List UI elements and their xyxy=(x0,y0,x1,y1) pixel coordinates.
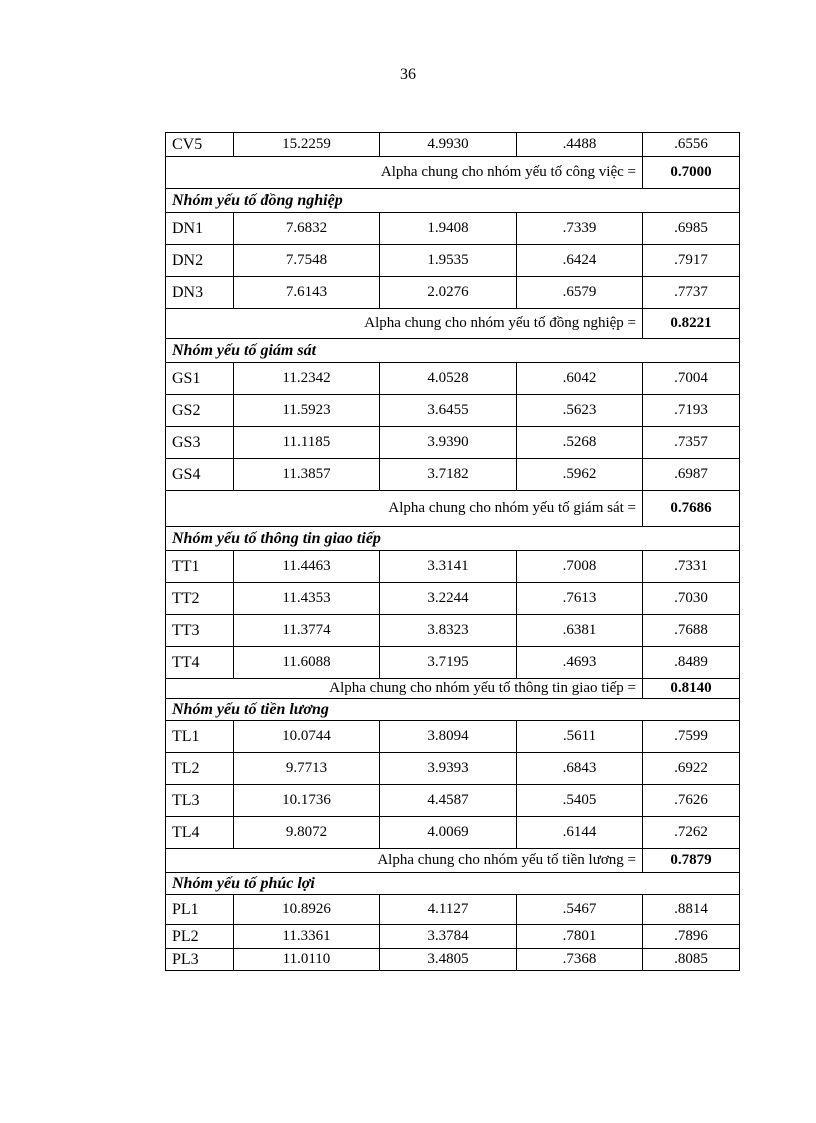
table-row xyxy=(166,753,740,785)
alpha-value: 0.7000 xyxy=(643,157,740,189)
value-cell: 4.0528 xyxy=(380,363,517,395)
value-cell: .7357 xyxy=(643,427,740,459)
value-cell: .8814 xyxy=(643,895,740,925)
group-title: Nhóm yếu tố phúc lợi xyxy=(166,873,740,895)
table-row xyxy=(166,721,740,753)
value-cell: .7339 xyxy=(517,213,643,245)
value-cell: 4.0069 xyxy=(380,817,517,849)
alpha-row xyxy=(166,491,740,527)
value-cell: 1.9408 xyxy=(380,213,517,245)
alpha-row xyxy=(166,157,740,189)
alpha-label: Alpha chung cho nhóm yếu tố tiền lương = xyxy=(166,849,643,873)
value-cell: .5405 xyxy=(517,785,643,817)
table-row xyxy=(166,647,740,679)
value-cell: 3.3141 xyxy=(380,551,517,583)
group-header-row xyxy=(166,527,740,551)
value-cell: 11.0110 xyxy=(234,949,380,971)
value-cell: .4693 xyxy=(517,647,643,679)
reliability-table xyxy=(165,132,740,971)
value-cell: .7030 xyxy=(643,583,740,615)
value-cell: 11.1185 xyxy=(234,427,380,459)
alpha-value: 0.8221 xyxy=(643,309,740,339)
value-cell: 7.7548 xyxy=(234,245,380,277)
value-cell: 11.3361 xyxy=(234,925,380,949)
group-title: Nhóm yếu tố tiền lương xyxy=(166,699,740,721)
table-row xyxy=(166,551,740,583)
table-row xyxy=(166,615,740,647)
item-id-cell: TT4 xyxy=(166,647,234,679)
alpha-label: Alpha chung cho nhóm yếu tố thông tin giao tiếp = xyxy=(166,679,643,699)
value-cell: 7.6832 xyxy=(234,213,380,245)
value-cell: 3.4805 xyxy=(380,949,517,971)
alpha-label: Alpha chung cho nhóm yếu tố công việc = xyxy=(166,157,643,189)
value-cell: 2.0276 xyxy=(380,277,517,309)
value-cell: 11.3774 xyxy=(234,615,380,647)
value-cell: .7626 xyxy=(643,785,740,817)
value-cell: .6843 xyxy=(517,753,643,785)
item-id-cell: PL1 xyxy=(166,895,234,925)
value-cell: .7896 xyxy=(643,925,740,949)
value-cell: .6424 xyxy=(517,245,643,277)
value-cell: .6144 xyxy=(517,817,643,849)
table-row xyxy=(166,925,740,949)
table-row xyxy=(166,363,740,395)
value-cell: .7801 xyxy=(517,925,643,949)
table-row xyxy=(166,817,740,849)
alpha-value: 0.7879 xyxy=(643,849,740,873)
value-cell: 3.9390 xyxy=(380,427,517,459)
value-cell: 11.2342 xyxy=(234,363,380,395)
value-cell: .8085 xyxy=(643,949,740,971)
table-row xyxy=(166,277,740,309)
value-cell: 4.4587 xyxy=(380,785,517,817)
alpha-row xyxy=(166,679,740,699)
value-cell: .6556 xyxy=(643,133,740,157)
group-header-row xyxy=(166,873,740,895)
value-cell: .4488 xyxy=(517,133,643,157)
item-id-cell: GS1 xyxy=(166,363,234,395)
group-title: Nhóm yếu tố thông tin giao tiếp xyxy=(166,527,740,551)
item-id-cell: DN2 xyxy=(166,245,234,277)
item-id-cell: DN1 xyxy=(166,213,234,245)
value-cell: 9.7713 xyxy=(234,753,380,785)
alpha-label: Alpha chung cho nhóm yếu tố giám sát = xyxy=(166,491,643,527)
item-id-cell: GS2 xyxy=(166,395,234,427)
table-row xyxy=(166,395,740,427)
item-id-cell: DN3 xyxy=(166,277,234,309)
value-cell: 3.7195 xyxy=(380,647,517,679)
value-cell: .6985 xyxy=(643,213,740,245)
value-cell: 11.6088 xyxy=(234,647,380,679)
value-cell: .7193 xyxy=(643,395,740,427)
value-cell: .6381 xyxy=(517,615,643,647)
value-cell: .7368 xyxy=(517,949,643,971)
value-cell: 9.8072 xyxy=(234,817,380,849)
value-cell: .5623 xyxy=(517,395,643,427)
value-cell: .6042 xyxy=(517,363,643,395)
reliability-table-body xyxy=(166,133,740,971)
value-cell: 3.2244 xyxy=(380,583,517,615)
value-cell: 10.1736 xyxy=(234,785,380,817)
item-id-cell: TL4 xyxy=(166,817,234,849)
item-id-cell: TT2 xyxy=(166,583,234,615)
table-row xyxy=(166,895,740,925)
item-id-cell: TT3 xyxy=(166,615,234,647)
value-cell: .8489 xyxy=(643,647,740,679)
group-title: Nhóm yếu tố đồng nghiệp xyxy=(166,189,740,213)
value-cell: .7262 xyxy=(643,817,740,849)
group-header-row xyxy=(166,339,740,363)
item-id-cell: TL1 xyxy=(166,721,234,753)
table-row xyxy=(166,213,740,245)
value-cell: 3.7182 xyxy=(380,459,517,491)
value-cell: 10.0744 xyxy=(234,721,380,753)
value-cell: .7008 xyxy=(517,551,643,583)
value-cell: .6922 xyxy=(643,753,740,785)
value-cell: .7331 xyxy=(643,551,740,583)
value-cell: .6987 xyxy=(643,459,740,491)
page-number: 36 xyxy=(400,66,416,83)
value-cell: 15.2259 xyxy=(234,133,380,157)
value-cell: .5467 xyxy=(517,895,643,925)
value-cell: 1.9535 xyxy=(380,245,517,277)
group-title: Nhóm yếu tố giám sát xyxy=(166,339,740,363)
table-row xyxy=(166,583,740,615)
table-row xyxy=(166,245,740,277)
value-cell: 11.4353 xyxy=(234,583,380,615)
value-cell: 3.3784 xyxy=(380,925,517,949)
group-header-row xyxy=(166,699,740,721)
value-cell: .7613 xyxy=(517,583,643,615)
item-id-cell: GS3 xyxy=(166,427,234,459)
value-cell: 11.4463 xyxy=(234,551,380,583)
alpha-value: 0.8140 xyxy=(643,679,740,699)
item-id-cell: TT1 xyxy=(166,551,234,583)
value-cell: 4.1127 xyxy=(380,895,517,925)
group-header-row xyxy=(166,189,740,213)
value-cell: .7004 xyxy=(643,363,740,395)
value-cell: .7737 xyxy=(643,277,740,309)
table-row xyxy=(166,459,740,491)
value-cell: 3.8094 xyxy=(380,721,517,753)
value-cell: 3.9393 xyxy=(380,753,517,785)
value-cell: 3.6455 xyxy=(380,395,517,427)
value-cell: .7688 xyxy=(643,615,740,647)
value-cell: 11.5923 xyxy=(234,395,380,427)
value-cell: .5611 xyxy=(517,721,643,753)
value-cell: 11.3857 xyxy=(234,459,380,491)
value-cell: 10.8926 xyxy=(234,895,380,925)
value-cell: .5962 xyxy=(517,459,643,491)
table-row xyxy=(166,133,740,157)
value-cell: .7599 xyxy=(643,721,740,753)
alpha-row xyxy=(166,309,740,339)
item-id-cell: TL3 xyxy=(166,785,234,817)
alpha-label: Alpha chung cho nhóm yếu tố đồng nghiệp = xyxy=(166,309,643,339)
value-cell: .6579 xyxy=(517,277,643,309)
value-cell: .5268 xyxy=(517,427,643,459)
item-id-cell: TL2 xyxy=(166,753,234,785)
value-cell: 3.8323 xyxy=(380,615,517,647)
table-row xyxy=(166,427,740,459)
item-id-cell: PL3 xyxy=(166,949,234,971)
item-id-cell: GS4 xyxy=(166,459,234,491)
value-cell: 7.6143 xyxy=(234,277,380,309)
item-id-cell: PL2 xyxy=(166,925,234,949)
value-cell: .7917 xyxy=(643,245,740,277)
value-cell: 4.9930 xyxy=(380,133,517,157)
alpha-value: 0.7686 xyxy=(643,491,740,527)
item-id-cell: CV5 xyxy=(166,133,234,157)
alpha-row xyxy=(166,849,740,873)
table-row xyxy=(166,949,740,971)
table-row xyxy=(166,785,740,817)
